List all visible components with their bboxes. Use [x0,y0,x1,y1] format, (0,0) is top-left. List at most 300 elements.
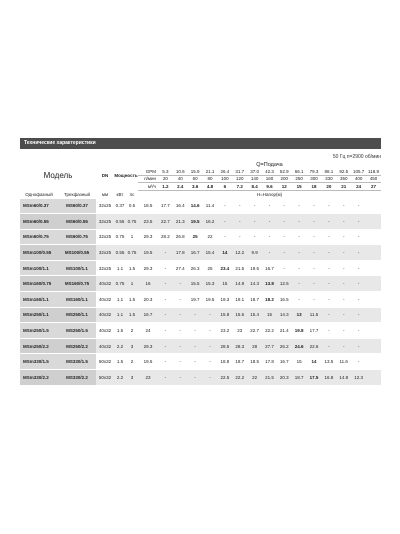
single-phase-model: MSm250/1.1 [20,307,58,323]
single-phase-model: MSm250/2.2 [20,338,58,354]
kw-value: 0.37 [114,199,126,214]
head-value: - [262,229,277,245]
head-value: - [351,323,366,339]
head-value: 29.3 [138,260,158,276]
head-value: - [203,354,218,370]
lmin-value: 60 [188,175,203,183]
head-value: 18.7 [232,354,247,370]
hp-value: 3 [126,338,138,354]
m3h-value: 3.6 [188,183,203,191]
head-value: - [232,229,247,245]
head-value: - [336,229,351,245]
gpm-value: 88.1 [321,168,336,175]
head-value: - [158,338,173,354]
lmin-value: 120 [232,175,247,183]
head-value: - [321,214,336,230]
table-cell [366,354,381,370]
head-value: 19.7 [188,292,203,308]
head-value: 15.4 [247,307,262,323]
single-phase-model: MSm100/1.1 [20,260,58,276]
hp-value: 1 [126,229,138,245]
lmin-value: 450 [366,175,381,183]
three-phase-model: MS60/0.37 [58,199,96,214]
gpm-value: 37.0 [247,168,262,175]
head-value: - [262,199,277,214]
head-value: - [351,338,366,354]
dn-value: 40x32 [96,292,114,308]
kw-value: 1.1 [114,292,126,308]
dn-value: 50x32 [96,354,114,370]
head-value: - [217,199,232,214]
kw-value: 0.75 [114,276,126,292]
head-value: - [321,338,336,354]
head-value: 18.7 [292,370,307,386]
head-value: 18.5 [247,354,262,370]
head-value: 28.3 [232,338,247,354]
table-cell [366,260,381,276]
head-value: 11.6 [336,354,351,370]
head-value: - [173,307,188,323]
head-value: - [336,323,351,339]
head-value: - [336,199,351,214]
head-value: - [203,307,218,323]
head-value: - [321,260,336,276]
dn-value: 32x25 [96,229,114,245]
head-value: 17.8 [262,354,277,370]
m3h-value: 9.6 [262,183,277,191]
head-value: - [321,229,336,245]
head-value: - [217,214,232,230]
table-row [20,307,381,323]
lmin-value: 300 [307,175,322,183]
gpm-value: 21.1 [203,168,218,175]
head-value: 15.8 [217,307,232,323]
head-value: 16.5 [277,292,292,308]
head-value: - [351,214,366,230]
head-value: 12.3 [351,370,366,386]
lmin-value: 330 [321,175,336,183]
head-value: 22.5 [217,370,232,386]
head-value: - [158,260,173,276]
head-value: 16.7 [262,260,277,276]
head-value: - [188,370,203,386]
m3h-value: 20 [321,183,336,191]
head-value: - [188,338,203,354]
single-phase-model: MSm160/0.75 [20,276,58,292]
q-label: Q=Подача [256,161,283,168]
table-row [20,370,381,386]
head-value: - [262,214,277,230]
table-row [20,276,381,292]
model-header: Модель [43,171,73,180]
head-value: 21.5 [232,260,247,276]
m3h-value: 8.4 [247,183,262,191]
head-value: - [173,338,188,354]
head-value: - [158,370,173,386]
single-phase-model: MSm60/0.55 [20,214,58,230]
table-body [20,199,381,386]
head-value: - [277,229,292,245]
head-value: - [173,276,188,292]
table-row [20,245,381,261]
head-value: 22.2 [232,370,247,386]
head-value: 14 [217,245,232,261]
head-value: - [158,276,173,292]
head-value: 14.3 [277,307,292,323]
gpm-value: 92.5 [336,168,351,175]
head-value: - [158,307,173,323]
m3h-value: 6 [217,183,232,191]
kw-value: 0.75 [114,229,126,245]
head-value: - [351,245,366,261]
dn-value: 40x32 [96,338,114,354]
dn-value: 40x32 [96,307,114,323]
head-value: - [307,276,322,292]
head-value: - [188,323,203,339]
head-value: 16.7 [277,354,292,370]
kw-value: 2.2 [114,370,126,386]
table-cell [366,323,381,339]
table-cell [366,229,381,245]
head-value: 28.5 [217,338,232,354]
hp-unit: лс [129,191,135,197]
head-value: 16 [138,276,158,292]
head-value: - [336,245,351,261]
head-value: - [277,214,292,230]
head-value: 19.8 [292,323,307,339]
kw-value: 1.5 [114,354,126,370]
table-row [20,354,381,370]
head-value: 21.3 [173,214,188,230]
head-value: 19.5 [138,354,158,370]
head-value: 24.6 [292,338,307,354]
table-cell [366,276,381,292]
three-phase-model: MS330/2.2 [58,370,96,386]
head-value: - [307,199,322,214]
three-phase-model: MS250/1.1 [58,307,96,323]
m3h-value: 15 [292,183,307,191]
section-title: Технические характеристики [24,140,96,146]
head-value: 20.3 [277,370,292,386]
m3h-value: 27 [366,183,381,191]
gpm-value: 5.3 [158,168,173,175]
head-value: - [351,354,366,370]
head-value: - [247,199,262,214]
table-row [20,199,381,214]
kw-value: 1.1 [114,260,126,276]
head-value: - [307,214,322,230]
head-value: - [292,229,307,245]
head-value: 19.5 [138,245,158,261]
head-value: - [217,229,232,245]
three-phase-header: Трехфазный [63,191,91,197]
head-value: - [247,214,262,230]
frequency-note: 50 Гц n=2900 об/мин [332,154,381,160]
m3h-value: 1.2 [158,183,173,191]
head-value: 12.5 [277,276,292,292]
three-phase-model: MS250/1.5 [58,323,96,339]
head-value: - [336,292,351,308]
head-value: - [277,199,292,214]
lmin-value: 140 [247,175,262,183]
m3h-value: 21 [336,183,351,191]
head-value: 13 [292,307,307,323]
single-phase-model: MSm330/1.5 [20,354,58,370]
single-phase-model: MSm60/0.37 [20,199,58,214]
unit-spacer [138,161,158,168]
three-phase-model: MS60/0.55 [58,214,96,230]
head-value: 24 [138,323,158,339]
unit-spacer [138,190,158,199]
hp-value: 1.5 [126,260,138,276]
head-value: 21.4 [277,323,292,339]
head-value: 26.8 [173,229,188,245]
head-value: 18.5 [138,199,158,214]
gpm-value: 79.3 [307,168,322,175]
head-value: 23.5 [138,214,158,230]
head-value: 16.8 [321,370,336,386]
head-value: - [351,307,366,323]
head-value: - [292,214,307,230]
mm-unit: мм [101,191,109,197]
head-value: - [188,354,203,370]
head-value: 16.2 [203,214,218,230]
head-value: - [232,199,247,214]
head-value: - [203,338,218,354]
head-value: - [247,229,262,245]
dn-value: 32x25 [96,260,114,276]
gpm-value: 15.9 [188,168,203,175]
gpm-value: 66.1 [292,168,307,175]
gpm-value: 105.7 [352,168,365,174]
head-value: 23.4 [217,260,232,276]
head-value: - [203,323,218,339]
head-value: - [292,292,307,308]
head-value: - [336,260,351,276]
three-phase-model: MS160/0.75 [58,276,96,292]
head-value: - [173,354,188,370]
head-value: - [351,276,366,292]
table-cell [366,199,381,214]
head-value: - [173,323,188,339]
head-value: 19.5 [188,214,203,230]
lmin-value: 350 [336,175,351,183]
head-value: 14 [307,354,322,370]
head-value: - [351,199,366,214]
m3h-value: 24 [351,183,366,191]
m3h-label: м³/ч [138,183,158,191]
head-value: - [158,323,173,339]
hp-value: 1.5 [126,292,138,308]
power-header: Мощность [114,173,138,178]
head-value: - [321,323,336,339]
head-value: - [307,292,322,308]
head-value: 9.9 [247,245,262,261]
three-phase-model: MS160/1.1 [58,292,96,308]
head-value: 29.3 [138,229,158,245]
head-value: 14.3 [247,276,262,292]
head-value: 29.3 [138,338,158,354]
head-value: - [277,245,292,261]
three-phase-model: MS100/0.55 [58,245,96,261]
head-value: - [262,245,277,261]
lmin-value: 160 [262,175,277,183]
head-value: - [232,214,247,230]
hp-value: 0.75 [126,245,138,261]
m3h-value: 7.2 [232,183,247,191]
head-value: - [292,276,307,292]
header-row-units [20,190,381,199]
lmin-value: 250 [292,175,307,183]
lmin-value: 20 [158,175,173,183]
head-value: - [321,307,336,323]
head-value: 15 [292,354,307,370]
head-value: 17.5 [307,370,322,386]
lmin-value: 200 [277,175,292,183]
gpm-label: GPM [138,168,158,175]
head-value: - [307,245,322,261]
hp-value: 2 [126,323,138,339]
single-phase-model: MSm100/0.55 [20,245,58,261]
head-value: 18.7 [247,292,262,308]
m3h-value: 12 [277,183,292,191]
lmin-value: 100 [217,175,232,183]
h-label: H=Напор(м) [256,192,283,197]
table-row [20,292,381,308]
dn-value: 32x25 [96,214,114,230]
hp-value: 3 [126,370,138,386]
head-value: 15 [217,276,232,292]
gpm-value: 42.3 [262,168,277,175]
head-value: 20.3 [138,292,158,308]
head-value: - [173,370,188,386]
head-value: - [203,370,218,386]
hp-value: 0.75 [126,214,138,230]
head-value: - [336,276,351,292]
table-cell [366,307,381,323]
head-value: 27.4 [173,260,188,276]
head-value: 16.7 [188,245,203,261]
head-value: 16.4 [173,199,188,214]
head-value: 15.6 [232,307,247,323]
head-value: 19.3 [217,292,232,308]
head-value: - [336,307,351,323]
head-value: 21.5 [262,370,277,386]
head-value: 25 [188,229,203,245]
kw-value: 2.2 [114,338,126,354]
head-value: 14.8 [232,276,247,292]
head-value: 23.2 [217,323,232,339]
head-value: 14.6 [188,199,203,214]
table-cell [366,245,381,261]
table-row [20,214,381,230]
head-value: 22 [247,370,262,386]
head-value: - [351,292,366,308]
head-value: 13.5 [321,354,336,370]
head-value: 22.7 [247,323,262,339]
head-value: - [321,199,336,214]
head-value: 15.5 [188,276,203,292]
head-value: 28.2 [158,229,173,245]
head-value: - [321,245,336,261]
header-row-q [20,161,381,168]
gpm-value: 26.4 [217,168,232,175]
gpm-value: 118.9 [366,168,381,175]
three-phase-model: MS330/1.5 [58,354,96,370]
head-value: 26.3 [188,260,203,276]
dn-value: 50x32 [96,370,114,386]
head-value: 19.5 [247,260,262,276]
head-value: 28 [247,338,262,354]
table-cell [366,292,381,308]
table-row [20,260,381,276]
kw-unit: кВт [116,191,124,197]
head-value: 15.3 [203,276,218,292]
gpm-value: 52.9 [277,168,292,175]
dn-value: 40x32 [96,276,114,292]
head-value: 13.8 [262,276,277,292]
head-value: - [277,260,292,276]
gpm-value: 31.7 [232,168,247,175]
head-value: - [158,354,173,370]
head-value: - [321,292,336,308]
head-value: 19.1 [232,292,247,308]
head-value: - [158,292,173,308]
single-phase-model: MSm60/0.75 [20,229,58,245]
three-phase-model: MS100/1.1 [58,260,96,276]
table-row [20,338,381,354]
lmin-value: 400 [351,175,366,183]
head-value: 15 [262,307,277,323]
table-header [20,161,381,199]
head-value: 22.7 [158,214,173,230]
head-value: - [173,292,188,308]
head-value: 17.8 [173,245,188,261]
m3h-value: 18 [307,183,322,191]
m3h-value: 4.8 [203,183,218,191]
head-value: - [158,245,173,261]
table-cell [366,370,381,386]
head-value: 11.4 [203,199,218,214]
lmin-label: л/мин [138,175,158,183]
hp-value: 0.5 [126,199,138,214]
section-title-bar [20,138,381,149]
dn-header: DN [101,173,109,178]
head-value: 11.5 [307,307,322,323]
head-value: 18.2 [262,292,277,308]
head-value: 22.6 [307,338,322,354]
table-cell [366,214,381,230]
lmin-value: 80 [203,175,218,183]
single-phase-model: MSm160/1.1 [20,292,58,308]
head-value: - [307,229,322,245]
head-value: 15.4 [203,245,218,261]
hp-value: 1.5 [126,307,138,323]
head-value: - [292,245,307,261]
gpm-value: 10.6 [173,168,188,175]
head-value: - [351,260,366,276]
head-value: - [307,260,322,276]
head-value: 14.8 [336,370,351,386]
kw-value: 0.55 [114,214,126,230]
single-phase-model: MSm330/2.2 [20,370,58,386]
head-value: 25 [203,260,218,276]
head-value: - [321,276,336,292]
table-row [20,323,381,339]
head-value: 17.7 [307,323,322,339]
head-value: 22 [203,229,218,245]
three-phase-model: MS250/2.2 [58,338,96,354]
